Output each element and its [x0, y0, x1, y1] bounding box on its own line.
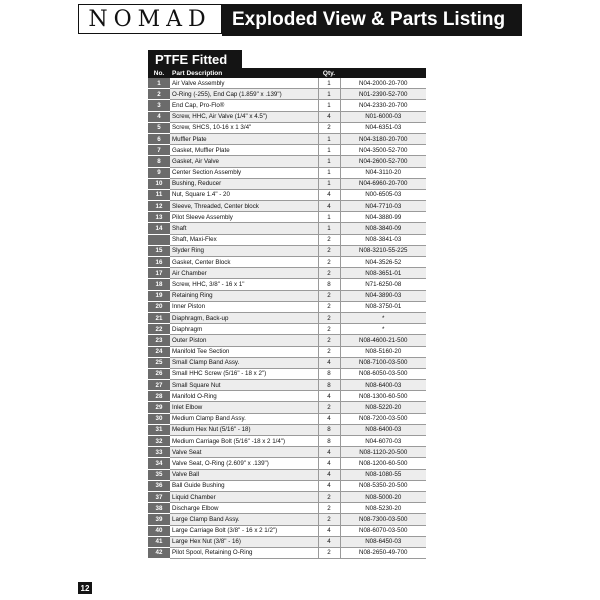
part-quantity: 2 — [318, 257, 340, 268]
part-description: Large Clamp Band Assy. — [170, 514, 318, 525]
part-quantity: 8 — [318, 424, 340, 435]
column-header-no: No. — [148, 68, 170, 78]
part-number-index: 39 — [148, 514, 170, 525]
part-quantity: 2 — [318, 301, 340, 312]
part-number: N08-5220-20 — [340, 402, 426, 413]
part-quantity: 4 — [318, 201, 340, 212]
part-quantity: 2 — [318, 234, 340, 245]
part-number: N08-6050-03-500 — [340, 368, 426, 379]
part-number: N08-1080-55 — [340, 469, 426, 480]
table-row — [148, 413, 426, 424]
part-number-index: 11 — [148, 189, 170, 200]
table-row — [148, 357, 426, 368]
part-number: N08-6400-03 — [340, 424, 426, 435]
part-number-index: 7 — [148, 145, 170, 156]
part-number-index: 33 — [148, 447, 170, 458]
part-description: Center Section Assembly — [170, 167, 318, 178]
part-quantity: 2 — [318, 335, 340, 346]
part-number: N08-7200-03-500 — [340, 413, 426, 424]
table-row — [148, 491, 426, 502]
part-number-index: 9 — [148, 167, 170, 178]
part-description: Discharge Elbow — [170, 503, 318, 514]
page-header — [78, 4, 522, 36]
part-number: N08-1300-60-500 — [340, 391, 426, 402]
part-quantity: 2 — [318, 268, 340, 279]
table-row — [148, 525, 426, 536]
table-row — [148, 279, 426, 290]
part-description: Valve Ball — [170, 469, 318, 480]
table-header-row — [148, 68, 426, 78]
part-number-index: 38 — [148, 503, 170, 514]
part-number: N04-2600-52-700 — [340, 156, 426, 167]
table-row — [148, 257, 426, 268]
table-row — [148, 189, 426, 200]
part-description: Air Valve Assembly — [170, 78, 318, 89]
part-number: N08-2650-49-700 — [340, 547, 426, 558]
part-quantity: 2 — [318, 346, 340, 357]
part-quantity: 4 — [318, 111, 340, 122]
table-row — [148, 268, 426, 279]
part-number: N08-7100-03-500 — [340, 357, 426, 368]
column-header-description: Part Description — [170, 68, 318, 78]
part-number: N04-2330-20-700 — [340, 100, 426, 111]
part-number-index: 23 — [148, 335, 170, 346]
part-description: Screw, SHCS, 10-16 x 1 3/4" — [170, 122, 318, 133]
part-quantity: 2 — [318, 491, 340, 502]
part-description: Gasket, Air Valve — [170, 156, 318, 167]
part-number-index: 41 — [148, 536, 170, 547]
table-row — [148, 458, 426, 469]
part-number-index: 22 — [148, 324, 170, 335]
part-number: N04-6351-03 — [340, 122, 426, 133]
part-description: Inlet Elbow — [170, 402, 318, 413]
brand-logo: NOMAD — [88, 6, 212, 32]
part-number: N08-1120-20-500 — [340, 447, 426, 458]
part-number-index: 13 — [148, 212, 170, 223]
part-quantity: 4 — [318, 391, 340, 402]
part-quantity: 1 — [318, 223, 340, 234]
table-row — [148, 111, 426, 122]
table-row — [148, 234, 426, 245]
table-row — [148, 89, 426, 100]
part-number: N08-6070-03-500 — [340, 525, 426, 536]
part-number: N08-6400-03 — [340, 380, 426, 391]
part-number: N08-4600-21-500 — [340, 335, 426, 346]
table-row — [148, 312, 426, 323]
part-number: N04-3110-20 — [340, 167, 426, 178]
part-number-index: 20 — [148, 301, 170, 312]
part-number: N08-6450-03 — [340, 536, 426, 547]
part-description: Muffler Plate — [170, 133, 318, 144]
part-number: N08-3840-09 — [340, 223, 426, 234]
part-quantity: 4 — [318, 469, 340, 480]
part-number: N00-6505-03 — [340, 189, 426, 200]
part-number: N04-3500-52-700 — [340, 145, 426, 156]
part-number: N04-3526-52 — [340, 257, 426, 268]
part-number: N08-5160-20 — [340, 346, 426, 357]
table-row — [148, 402, 426, 413]
part-description: Screw, HHC, 3/8" - 16 x 1" — [170, 279, 318, 290]
part-number: N04-6960-20-700 — [340, 178, 426, 189]
parts-table — [148, 68, 426, 559]
table-row — [148, 335, 426, 346]
part-number-index: 14 — [148, 223, 170, 234]
part-description: Ball Guide Bushing — [170, 480, 318, 491]
table-row — [148, 380, 426, 391]
part-description: Medium Carriage Bolt (5/16" -18 x 2 1/4") — [170, 436, 318, 447]
part-quantity: 2 — [318, 503, 340, 514]
table-row — [148, 536, 426, 547]
part-quantity: 1 — [318, 100, 340, 111]
table-row — [148, 100, 426, 111]
table-row — [148, 178, 426, 189]
part-number: N08-5230-20 — [340, 503, 426, 514]
part-description: Air Chamber — [170, 268, 318, 279]
part-number-index: 18 — [148, 279, 170, 290]
part-description: Shaft, Maxi-Flex — [170, 234, 318, 245]
part-quantity: 4 — [318, 480, 340, 491]
part-number-index: 17 — [148, 268, 170, 279]
part-number-index: 12 — [148, 201, 170, 212]
part-description: Small Clamp Band Assy. — [170, 357, 318, 368]
part-number: N08-5000-20 — [340, 491, 426, 502]
table-row — [148, 133, 426, 144]
part-description: Valve Seat — [170, 447, 318, 458]
part-description: O-Ring (-255), End Cap (1.859" x .139") — [170, 89, 318, 100]
part-number: * — [340, 312, 426, 323]
page-number: 12 — [78, 582, 92, 594]
part-description: Gasket, Center Block — [170, 257, 318, 268]
table-row — [148, 469, 426, 480]
part-quantity: 4 — [318, 447, 340, 458]
table-row — [148, 145, 426, 156]
part-description: Gasket, Muffler Plate — [170, 145, 318, 156]
part-quantity: 2 — [318, 324, 340, 335]
table-row — [148, 480, 426, 491]
part-quantity: 4 — [318, 357, 340, 368]
part-quantity: 1 — [318, 178, 340, 189]
part-description: Screw, HHC, Air Valve (1/4" x 4.5") — [170, 111, 318, 122]
table-row — [148, 201, 426, 212]
part-number-index: 16 — [148, 257, 170, 268]
parts-table-container — [148, 68, 426, 559]
part-quantity: 2 — [318, 402, 340, 413]
part-number: N08-1200-60-500 — [340, 458, 426, 469]
part-number-index: 6 — [148, 133, 170, 144]
part-quantity: 1 — [318, 145, 340, 156]
part-description: Medium Hex Nut (5/16" - 18) — [170, 424, 318, 435]
parts-table-body — [148, 78, 426, 559]
part-description: Shaft — [170, 223, 318, 234]
part-number: * — [340, 324, 426, 335]
title-bar — [222, 4, 522, 36]
part-number-index: 27 — [148, 380, 170, 391]
part-description: Medium Clamp Band Assy. — [170, 413, 318, 424]
part-number-index: 40 — [148, 525, 170, 536]
table-row — [148, 503, 426, 514]
part-number: N04-2000-20-700 — [340, 78, 426, 89]
part-description: Valve Seat, O-Ring (2.609" x .139") — [170, 458, 318, 469]
table-row — [148, 324, 426, 335]
part-quantity: 2 — [318, 312, 340, 323]
part-number: N08-3841-03 — [340, 234, 426, 245]
part-quantity: 2 — [318, 122, 340, 133]
part-number: N04-6070-03 — [340, 436, 426, 447]
part-number-index: 31 — [148, 424, 170, 435]
part-number: N01-2390-52-700 — [340, 89, 426, 100]
part-number-index: 28 — [148, 391, 170, 402]
part-number-index: 32 — [148, 436, 170, 447]
part-number-index: 26 — [148, 368, 170, 379]
part-description: Small Square Nut — [170, 380, 318, 391]
part-number-index: 15 — [148, 245, 170, 256]
part-description: Manifold Tee Section — [170, 346, 318, 357]
part-number: N08-3750-01 — [340, 301, 426, 312]
part-quantity: 1 — [318, 167, 340, 178]
page-title: Exploded View & Parts Listing — [232, 9, 506, 30]
table-row — [148, 514, 426, 525]
table-row — [148, 391, 426, 402]
part-quantity: 1 — [318, 156, 340, 167]
part-quantity: 4 — [318, 413, 340, 424]
part-number-index: 35 — [148, 469, 170, 480]
part-number-index: 2 — [148, 89, 170, 100]
part-description: Large Hex Nut (3/8" - 16) — [170, 536, 318, 547]
part-number: N04-3890-03 — [340, 290, 426, 301]
part-number-index: 1 — [148, 78, 170, 89]
part-number-index: 30 — [148, 413, 170, 424]
part-quantity: 1 — [318, 89, 340, 100]
part-quantity: 2 — [318, 547, 340, 558]
table-row — [148, 156, 426, 167]
section-label: PTFE Fitted — [148, 50, 242, 68]
table-row — [148, 223, 426, 234]
part-description: Manifold O-Ring — [170, 391, 318, 402]
part-description: Large Carriage Bolt (3/8" - 16 x 2 1/2") — [170, 525, 318, 536]
part-description: Inner Piston — [170, 301, 318, 312]
part-description: Pilot Sleeve Assembly — [170, 212, 318, 223]
column-header-qty: Qty. — [318, 68, 340, 78]
part-number: N04-3880-99 — [340, 212, 426, 223]
part-number-index — [148, 234, 170, 245]
table-row — [148, 245, 426, 256]
table-row — [148, 436, 426, 447]
part-quantity: 2 — [318, 245, 340, 256]
part-quantity: 8 — [318, 368, 340, 379]
part-quantity: 2 — [318, 290, 340, 301]
part-quantity: 4 — [318, 536, 340, 547]
part-quantity: 2 — [318, 514, 340, 525]
part-description: Outer Piston — [170, 335, 318, 346]
part-quantity: 4 — [318, 525, 340, 536]
part-number-index: 3 — [148, 100, 170, 111]
part-number-index: 29 — [148, 402, 170, 413]
part-number: N71-6250-08 — [340, 279, 426, 290]
part-description: Retaining Ring — [170, 290, 318, 301]
brand-logo-box — [78, 4, 222, 34]
part-number: N04-7710-03 — [340, 201, 426, 212]
part-description: Liquid Chamber — [170, 491, 318, 502]
part-number: N08-3651-01 — [340, 268, 426, 279]
part-description: Small HHC Screw (5/16" - 18 x 2") — [170, 368, 318, 379]
part-quantity: 1 — [318, 133, 340, 144]
part-number-index: 25 — [148, 357, 170, 368]
part-description: Nut, Square 1.4" - 20 — [170, 189, 318, 200]
part-description: Slyder Ring — [170, 245, 318, 256]
part-quantity: 8 — [318, 279, 340, 290]
table-row — [148, 447, 426, 458]
table-row — [148, 547, 426, 558]
part-quantity: 4 — [318, 189, 340, 200]
part-description: Sleeve, Threaded, Center block — [170, 201, 318, 212]
part-number: N08-5350-20-500 — [340, 480, 426, 491]
part-number-index: 10 — [148, 178, 170, 189]
table-row — [148, 346, 426, 357]
part-number-index: 19 — [148, 290, 170, 301]
part-quantity: 8 — [318, 380, 340, 391]
part-number-index: 34 — [148, 458, 170, 469]
part-quantity: 1 — [318, 78, 340, 89]
part-quantity: 1 — [318, 212, 340, 223]
part-description: Pilot Spool, Retaining O-Ring — [170, 547, 318, 558]
part-number-index: 37 — [148, 491, 170, 502]
table-row — [148, 424, 426, 435]
part-number-index: 36 — [148, 480, 170, 491]
table-row — [148, 78, 426, 89]
table-row — [148, 301, 426, 312]
part-quantity: 4 — [318, 458, 340, 469]
table-row — [148, 212, 426, 223]
part-description: Bushing, Reducer — [170, 178, 318, 189]
part-description: Diaphragm, Back-up — [170, 312, 318, 323]
part-number-index: 42 — [148, 547, 170, 558]
table-row — [148, 122, 426, 133]
part-number-index: 24 — [148, 346, 170, 357]
part-number: N08-3210-55-225 — [340, 245, 426, 256]
table-row — [148, 290, 426, 301]
column-header-part-number — [340, 68, 426, 78]
table-row — [148, 167, 426, 178]
part-number: N04-3180-20-700 — [340, 133, 426, 144]
part-description: End Cap, Pro-Flo® — [170, 100, 318, 111]
part-number-index: 5 — [148, 122, 170, 133]
part-number-index: 21 — [148, 312, 170, 323]
part-number: N08-7300-03-500 — [340, 514, 426, 525]
part-number-index: 4 — [148, 111, 170, 122]
part-number: N01-6000-03 — [340, 111, 426, 122]
part-description: Diaphragm — [170, 324, 318, 335]
part-number-index: 8 — [148, 156, 170, 167]
part-quantity: 8 — [318, 436, 340, 447]
table-row — [148, 368, 426, 379]
